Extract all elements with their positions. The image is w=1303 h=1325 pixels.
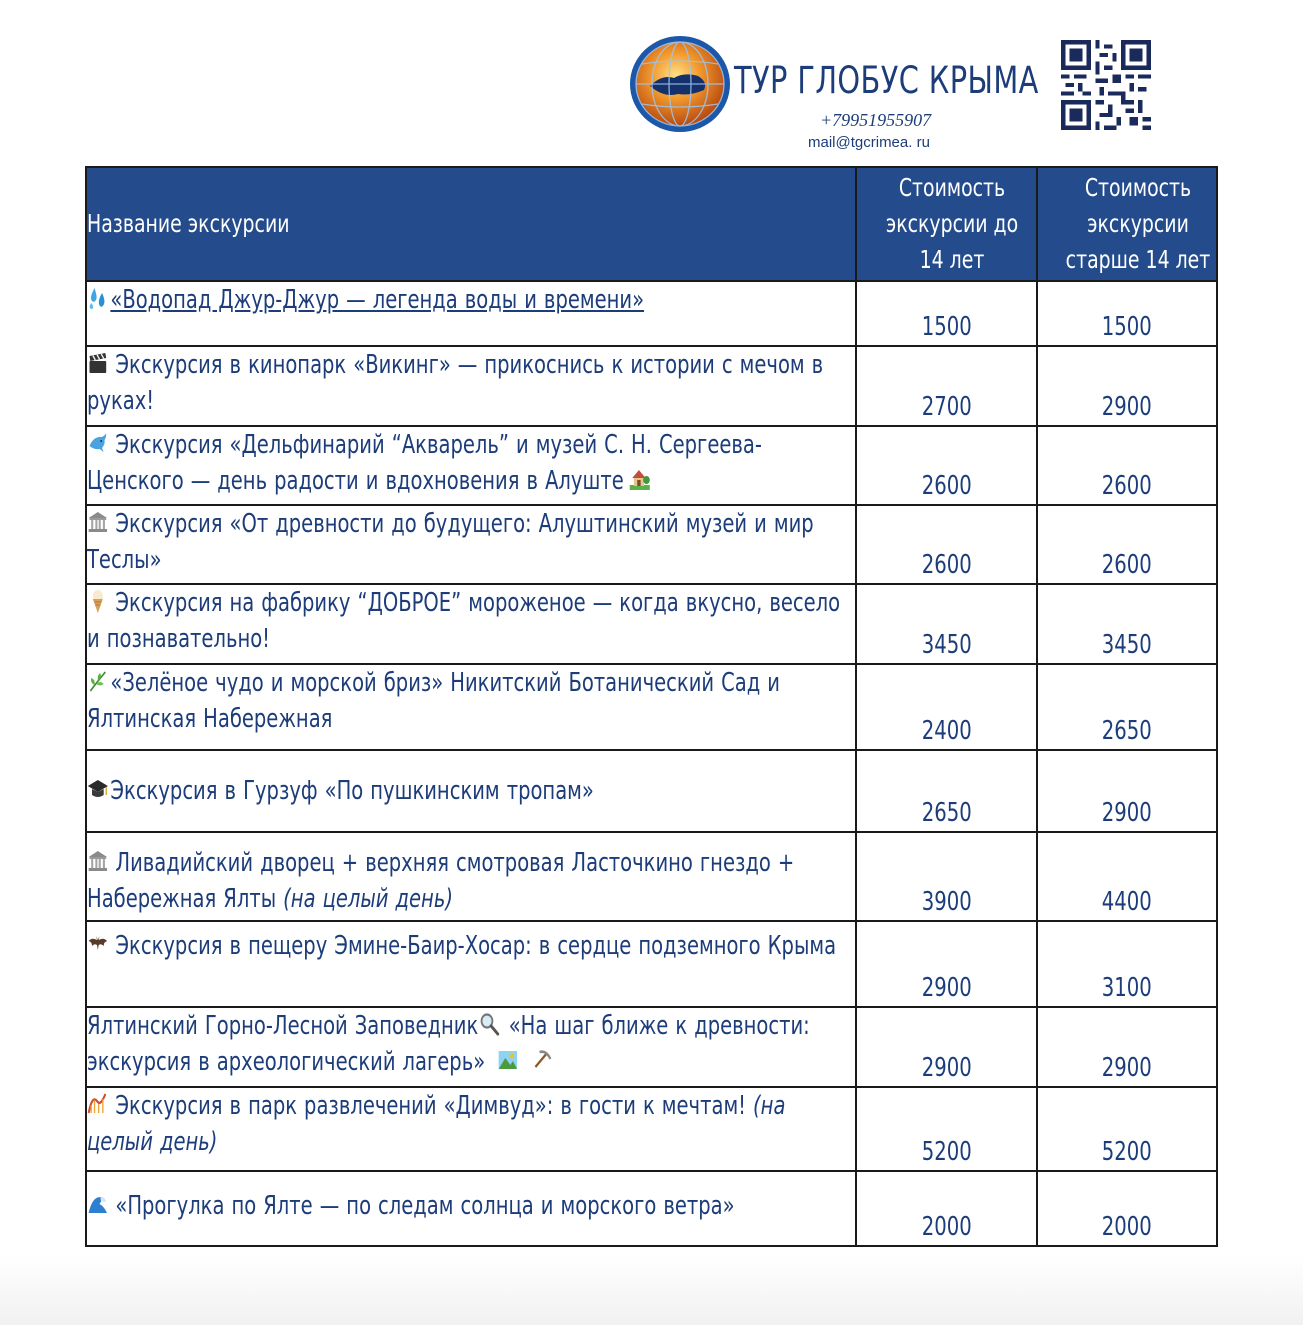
table-row <box>86 832 1217 921</box>
excursion-name: Экскурсия «Дельфинарий “Акварель” и музей С. Н. Сергеева-Ценского — день радости и вдохновения в Алуште <box>86 426 856 505</box>
page-bottom <box>0 1255 1303 1325</box>
excursion-name: «Зелёное чудо и морской бриз» Никитский Ботанический Сад и Ялтинская Набережная <box>86 664 856 750</box>
droplets-icon <box>87 285 109 311</box>
dolphin-icon <box>87 430 109 456</box>
price-child: 2900 <box>856 1007 1037 1087</box>
magnifying-glass-icon <box>478 1011 500 1037</box>
price-child: 3450 <box>856 584 1037 664</box>
excursion-name: «Прогулка по Ялте — по следам солнца и морского ветра» <box>86 1171 856 1246</box>
globe-logo-icon <box>628 34 732 134</box>
house-with-garden-icon <box>629 466 651 492</box>
price-child: 2600 <box>856 505 1037 584</box>
bat-icon <box>87 931 109 957</box>
price-child: 2600 <box>856 426 1037 505</box>
price-adult: 3450 <box>1037 584 1217 664</box>
ice-cream-icon <box>87 588 109 614</box>
price-table <box>85 166 1218 1247</box>
column-header-name: Название экскурсии <box>86 167 856 281</box>
price-adult: 4400 <box>1037 832 1217 921</box>
table-row <box>86 346 1217 426</box>
excursion-name: Экскурсия в пещеру Эмине-Баир-Хосар: в сердце подземного Крыма <box>86 921 856 1007</box>
price-adult: 2600 <box>1037 426 1217 505</box>
excursion-name: Экскурсия в кинопарк «Викинг» — прикоснись к истории с мечом в руках! <box>86 346 856 426</box>
price-child: 2650 <box>856 750 1037 832</box>
price-adult: 2600 <box>1037 505 1217 584</box>
excursion-name: Экскурсия в Гурзуф «По пушкинским тропам» <box>86 750 856 832</box>
herb-icon <box>87 668 109 694</box>
table-row <box>86 426 1217 505</box>
note-full-day: (на целый день) <box>283 884 453 914</box>
table-row <box>86 281 1217 346</box>
price-adult: 2900 <box>1037 346 1217 426</box>
price-adult: 3100 <box>1037 921 1217 1007</box>
table-row <box>86 750 1217 832</box>
excursion-link-djur-djur[interactable]: «Водопад Джур-Джур — легенда воды и времени» <box>110 285 645 315</box>
qr-code-icon[interactable] <box>1061 40 1151 130</box>
table-row <box>86 505 1217 584</box>
table-header <box>86 167 1217 281</box>
table-row <box>86 664 1217 750</box>
table-row <box>86 1007 1217 1087</box>
water-wave-icon <box>87 1191 109 1217</box>
excursion-name: Ливадийский дворец + верхняя смотровая Ласточкино гнездо + Набережная Ялты (на целый день) <box>86 832 856 921</box>
brand-email[interactable]: mail@tgcrimea. ru <box>808 134 930 151</box>
price-adult: 2900 <box>1037 1007 1217 1087</box>
price-child: 3900 <box>856 832 1037 921</box>
column-header-price-adult: Стоимость экскурсии старше 14 лет <box>1037 167 1217 281</box>
pick-icon <box>531 1047 553 1073</box>
price-adult: 2900 <box>1037 750 1217 832</box>
price-adult: 2000 <box>1037 1171 1217 1246</box>
classical-building-icon <box>87 848 109 874</box>
graduation-cap-icon <box>87 776 109 802</box>
price-child: 2700 <box>856 346 1037 426</box>
column-header-price-child: Стоимость экскурсии до 14 лет <box>856 167 1037 281</box>
brand-phone[interactable]: +79951955907 <box>820 110 932 130</box>
excursion-name: Ялтинский Горно-Лесной Заповедник «На шаг ближе к древности: экскурсия в археологический лагерь» <box>86 1007 856 1087</box>
price-child: 2400 <box>856 664 1037 750</box>
price-child: 5200 <box>856 1087 1037 1171</box>
price-adult: 1500 <box>1037 281 1217 346</box>
excursion-name <box>86 281 856 346</box>
table-row <box>86 1087 1217 1171</box>
picture-icon <box>497 1047 519 1073</box>
price-child: 2900 <box>856 921 1037 1007</box>
classical-building-icon <box>87 509 109 535</box>
roller-coaster-icon <box>87 1091 109 1117</box>
price-child: 2000 <box>856 1171 1037 1246</box>
excursion-name: Экскурсия на фабрику “ДОБРОЕ” мороженое — когда вкусно, весело и познавательно! <box>86 584 856 664</box>
table-row <box>86 921 1217 1007</box>
price-adult: 5200 <box>1037 1087 1217 1171</box>
excursion-name: Экскурсия «От древности до будущего: Алуштинский музей и мир Теслы» <box>86 505 856 584</box>
excursion-name: Экскурсия в парк развлечений «Димвуд»: в гости к мечтам! (на целый день) <box>86 1087 856 1171</box>
clapperboard-icon <box>87 350 109 376</box>
table-row <box>86 584 1217 664</box>
price-child: 1500 <box>856 281 1037 346</box>
table-row <box>86 1171 1217 1246</box>
note-full-day: (на целый день) <box>87 1091 786 1157</box>
price-adult: 2650 <box>1037 664 1217 750</box>
brand-name: ТУР ГЛОБУС КРЫМА <box>734 59 1039 102</box>
